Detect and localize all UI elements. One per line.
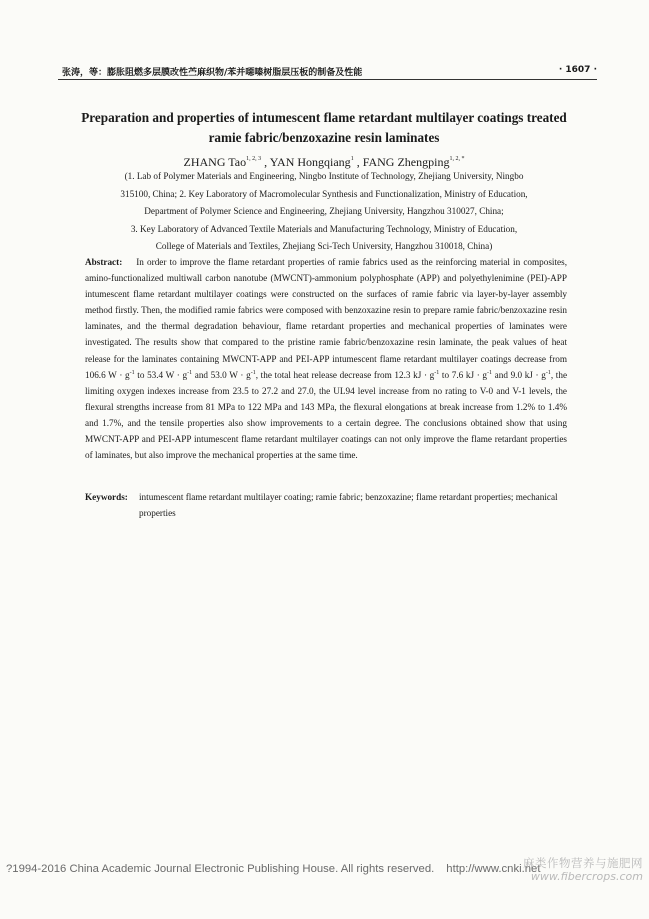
abstract: [85, 254, 567, 463]
affiliations: [60, 168, 588, 256]
abstract-text: to 53.4 W · g: [134, 369, 188, 380]
abstract-text: , the limiting oxygen indexes increase from 23.5 to 27.2 and 27.0, the UL94 level increase from no rating to V-0 and V-1 levels, the flexural strengths increase from 81 MPa to 122 MPa and 143 MPa, the flexural elongations at break increase from 1.2% to 1.4% and 1.7%, and the tensile properties also show improvements to a certain degree. The conclusions obtained show that using MWCNT-APP and PEI-APP intumescent flame retardant multilayer coatings can not only improve the flame retardant properties of laminates, but also improve the mechanical properties at the same time.: [85, 369, 568, 461]
unit-exponent: -1: [250, 369, 256, 376]
author-separator: ,: [261, 155, 270, 169]
abstract-text: to 7.6 kJ · g: [439, 369, 487, 380]
watermark-url: www.fibercrops.com: [530, 870, 643, 883]
author-affiliation-marker: 1: [350, 156, 354, 162]
affiliation-line: College of Materials and Textiles, Zhejiang Sci-Tech University, Hangzhou 310018, China): [155, 241, 493, 251]
author-affiliation-marker: 1, 2, *: [449, 156, 465, 162]
running-head-title: 张涛，等：膨胀阻燃多层膜改性苎麻织物/苯并噁嗪树脂层压板的制备及性能: [62, 68, 363, 78]
abstract-text: and 9.0 kJ · g: [492, 369, 546, 380]
author-name: YAN Hongqiang: [269, 155, 351, 169]
unit-exponent: -1: [545, 369, 551, 376]
author-name: ZHANG Tao: [183, 155, 247, 169]
paper-title-line-2: ramie fabric/benzoxazine resin laminates: [208, 130, 440, 145]
unit-exponent: -1: [434, 369, 440, 376]
paper-title-line-1: Preparation and properties of intumescent flame retardant multilayer coatings treated: [81, 110, 567, 125]
affiliation-line: 315100, China; 2. Key Laboratory of Macromolecular Synthesis and Functionalization, Ministry of Education,: [120, 188, 528, 199]
affiliation-line: Department of Polymer Science and Engineering, Zhejiang University, Hangzhou 310027, China;: [144, 206, 504, 216]
abstract-text: and 53.0 W · g: [192, 369, 251, 380]
affiliation-line: 3. Key Laboratory of Advanced Textile Materials and Manufacturing Technology, Ministry of Education,: [130, 223, 518, 234]
watermark: [523, 856, 643, 884]
cnki-link[interactable]: http://www.cnki.net: [446, 863, 541, 875]
watermark-site-name: 麻类作物营养与施肥网: [523, 856, 643, 870]
keywords-label: Keywords:: [85, 492, 128, 502]
author-name: FANG Zhengping: [362, 155, 450, 169]
keywords: [85, 489, 567, 521]
page-number: · 1607 ·: [558, 65, 597, 75]
paper-title: [60, 108, 588, 148]
author-affiliation-marker: 1, 2, 3: [246, 156, 262, 162]
abstract-text: In order to improve the flame retardant properties of ramie fabrics used as the reinforcing material in composites, amino-functionalized multiwall carbon nanotube (MWCNT)-ammonium polyphosphate (APP) and polyethylenimine (PEI)-APP intumescent flame retardant multilayer coatings were constructed on the surfaces of ramie fabric via layer-by-layer assembly method firstly. Then, the modified ramie fabrics were composed with benzoxazine resin to prepare ramie fabric/benzoxazine resin laminates, and the thermal degradation behaviour, flame retardant properties and mechanical properties of laminates were investigated. The results show that compared to the pristine ramie fabric/benzoxazine resin laminate, the peak values of heat release for the laminates containing MWCNT-APP and PEI-APP intumescent flame retardant multilayer coatings decrease from 106.6 W · g: [85, 257, 567, 380]
unit-exponent: -1: [187, 369, 193, 376]
unit-exponent: -1: [487, 369, 492, 376]
author-separator: ,: [353, 155, 363, 169]
running-head: [58, 63, 597, 80]
copyright-text: ?1994-2016 China Academic Journal Electronic Publishing House. All rights reserved.: [6, 863, 435, 875]
abstract-text: , the total heat release decrease from 12.3 kJ · g: [255, 369, 435, 380]
unit-exponent: -1: [129, 369, 135, 376]
abstract-label: Abstract:: [85, 257, 123, 267]
keywords-text: intumescent flame retardant multilayer coating; ramie fabric; benzoxazine; flame retardant properties; mechanical properties: [139, 492, 558, 518]
affiliation-line: (1. Lab of Polymer Materials and Engineering, Ningbo Institute of Technology, Zhejiang University, Ningbo: [124, 171, 524, 181]
